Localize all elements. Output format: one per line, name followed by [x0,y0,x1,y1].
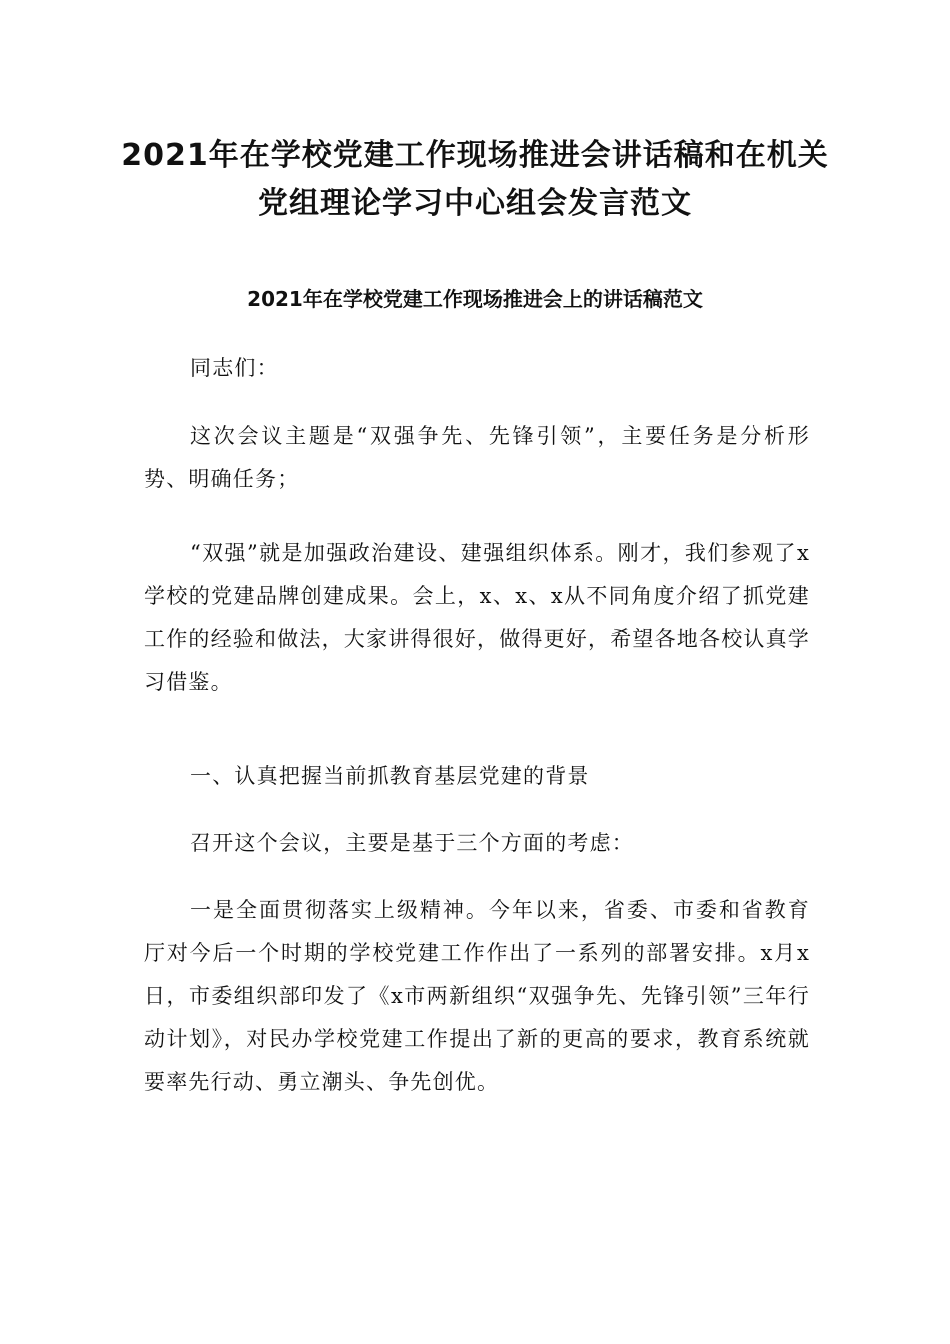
speech-subtitle: 2021年在学校党建工作现场推进会上的讲话稿范文 [247,287,703,311]
considerations-paragraph: 召开这个会议，主要是基于三个方面的考虑： [190,831,634,855]
meeting-theme-paragraph: 这次会议主题是“双强争先、先锋引领”，主要任务是分析形势、明确任务； [144,424,810,491]
double-strong-paragraph: “双强”就是加强政治建设、建强组织体系。刚才，我们参观了x学校的党建品牌创建成果。会上，x、x、x从不同角度介绍了抓党建工作的经验和做法，大家讲得很好，做得更好，希望各地各校认真学习借鉴。 [144,541,810,694]
document-title-line-1: 2021年在学校党建工作现场推进会讲话稿和在机关 [121,138,829,173]
salutation-paragraph: 同志们： [190,356,279,380]
document-title-line-2: 党组理论学习中心组会发言范文 [258,186,692,221]
section-one-heading: 一、认真把握当前抓教育基层党建的背景 [190,764,590,788]
first-consideration-paragraph: 一是全面贯彻落实上级精神。今年以来，省委、市委和省教育厅对今后一个时期的学校党建工作作出了一系列的部署安排。x月x日，市委组织部印发了《x市两新组织“双强争先、先锋引领”三年行动计划》，对民办学校党建工作提出了新的更高的要求，教育系统就要率先行动、勇立潮头、争先创优。 [144,898,810,1094]
